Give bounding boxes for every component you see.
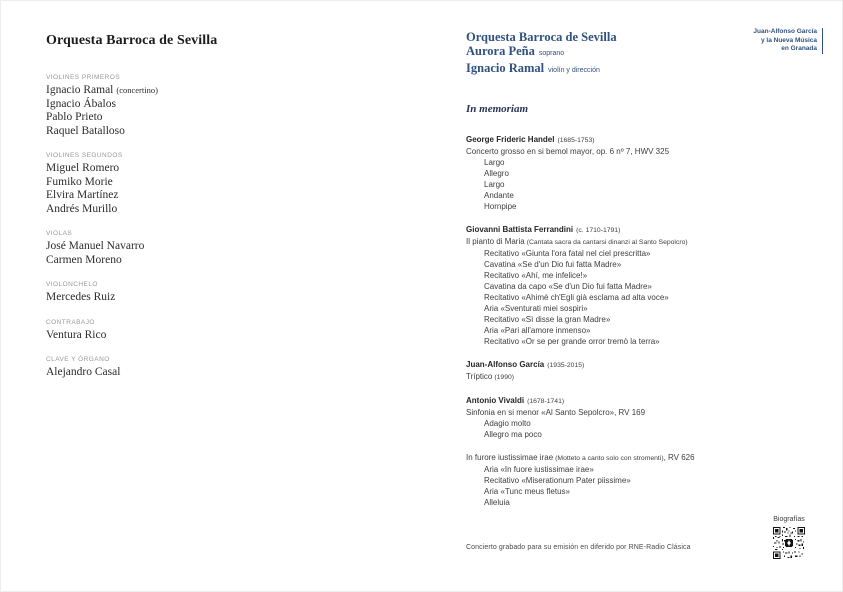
roster-section-violonchelo bbox=[46, 281, 386, 305]
work-title: Concerto grosso en si bemol mayor, op. 6 nº 7, HWV 325 bbox=[466, 147, 670, 156]
member-name: Fumiko Morie bbox=[46, 175, 113, 188]
composer-dates: (1685-1753) bbox=[557, 137, 595, 144]
movement: Andante bbox=[484, 191, 514, 200]
biographies-label: Biografías bbox=[773, 516, 805, 523]
movement: Aria «In fuore iustissimae irae» bbox=[484, 465, 594, 474]
composer-dates: (1678-1741) bbox=[527, 398, 565, 405]
program-title: In memoriam bbox=[466, 103, 529, 115]
composer-line: Antonio Vivaldi (1678-1741) bbox=[466, 396, 565, 405]
work bbox=[466, 452, 806, 508]
program-block-garcia bbox=[466, 359, 806, 383]
member-name: Miguel Romero bbox=[46, 162, 120, 174]
qr-code-icon bbox=[773, 527, 805, 559]
performer-role: soprano bbox=[538, 50, 565, 57]
recording-note: Concierto grabado para su emisión en diferido por RNE-Radio Clásica bbox=[466, 544, 691, 551]
series-line: Juan-Alfonso García bbox=[753, 28, 817, 35]
left-page-roster bbox=[46, 33, 386, 394]
movement: Adagio molto bbox=[484, 419, 531, 428]
member-name: Ignacio Ramal (concertino) bbox=[46, 84, 158, 96]
movement: Recitativo «Miserationum Pater piissime» bbox=[484, 476, 631, 485]
biographies-box bbox=[772, 516, 806, 559]
section-label: VIOLONCHELO bbox=[46, 281, 98, 288]
roster-section-violines-segundos bbox=[46, 152, 386, 216]
series-line: en Granada bbox=[781, 45, 817, 52]
roster-section-violines-primeros bbox=[46, 74, 386, 138]
member-name: Ignacio Ábalos bbox=[46, 97, 116, 110]
work bbox=[466, 236, 806, 347]
section-label: CONTRABAJO bbox=[46, 318, 95, 326]
work-subtitle: (Motteto a canto solo con stromenti) bbox=[555, 455, 664, 462]
movement: Allegro bbox=[484, 169, 509, 178]
ensemble-name: Orquesta Barroca de Sevilla bbox=[466, 30, 617, 44]
series-line: y la Nueva Música bbox=[761, 36, 817, 44]
performer-role: violín y dirección bbox=[548, 67, 600, 74]
movement: Alleluia bbox=[484, 498, 510, 507]
program-block-handel bbox=[466, 134, 806, 212]
member-name: Alejandro Casal bbox=[46, 366, 121, 378]
program-list bbox=[466, 134, 806, 508]
movement-list bbox=[466, 248, 806, 347]
program-block-ferrandini bbox=[466, 224, 806, 347]
movement: Largo bbox=[484, 158, 505, 167]
composer-line: George Frideric Handel (1685-1753) bbox=[466, 135, 595, 144]
composer-line: Juan-Alfonso García (1935-2015) bbox=[466, 360, 585, 369]
movement-list bbox=[466, 157, 806, 212]
roster-section-contrabajo bbox=[46, 319, 386, 343]
work-title: Sinfonia en si menor «Al Santo Sepolcro», RV 169 bbox=[466, 408, 646, 417]
movement: Aria «Tunc meus fletus» bbox=[484, 487, 570, 496]
movement: Recitativo «Or se per grande orror tremò la terra» bbox=[484, 337, 660, 346]
work-subtitle: (1990) bbox=[494, 374, 515, 381]
program-block-vivaldi bbox=[466, 395, 806, 508]
work-title: In furore iustissimae irae (Motteto a canto solo con stromenti), RV 626 bbox=[466, 453, 695, 462]
composer-dates: (1935-2015) bbox=[547, 362, 585, 369]
movement-list bbox=[466, 464, 806, 508]
work-title: Il pianto di Maria (Cantata sacra da cantarsi dinanzi al Santo Sepolcro) bbox=[466, 237, 688, 246]
member-note: (concertino) bbox=[116, 85, 158, 95]
movement: Aria «Sventurati miei sospiri» bbox=[484, 304, 588, 313]
movement: Recitativo «Ahí, me infelice!» bbox=[484, 271, 588, 280]
work bbox=[466, 407, 806, 440]
right-page-program bbox=[466, 30, 806, 520]
movement: Cavatina «Se d'un Dio fui fatta Madre» bbox=[484, 260, 622, 269]
composer-dates: (c. 1710-1791) bbox=[576, 227, 621, 234]
movement-list bbox=[466, 418, 806, 440]
page-title: Orquesta Barroca de Sevilla bbox=[46, 33, 218, 48]
movement: Recitativo «Sì disse la gran Madre» bbox=[484, 315, 611, 324]
performer-line: Ignacio Ramal violín y dirección bbox=[466, 61, 600, 75]
member-name: José Manuel Navarro bbox=[46, 240, 145, 252]
member-name: Carmen Moreno bbox=[46, 253, 122, 266]
member-name: Mercedes Ruiz bbox=[46, 291, 116, 303]
movement: Aria «Pari all'amore inmenso» bbox=[484, 326, 591, 335]
performer-line: Aurora Peña soprano bbox=[466, 44, 565, 58]
work-title-suffix: , RV 626 bbox=[663, 453, 695, 462]
member-name: Andrés Murillo bbox=[46, 202, 118, 215]
member-name: Elvira Martínez bbox=[46, 189, 119, 201]
movement: Allegro ma poco bbox=[484, 430, 542, 439]
section-label: VIOLINES SEGUNDOS bbox=[46, 152, 123, 159]
member-name: Pablo Prieto bbox=[46, 111, 103, 123]
composer-line: Giovanni Battista Ferrandini (c. 1710-1791) bbox=[466, 225, 621, 234]
movement: Largo bbox=[484, 180, 505, 189]
roster-section-violas bbox=[46, 230, 386, 267]
work bbox=[466, 146, 806, 212]
section-label: CLAVE Y ÓRGANO bbox=[46, 356, 110, 363]
member-name: Raquel Batalloso bbox=[46, 124, 125, 137]
work bbox=[466, 371, 806, 383]
work-title: Tríptico (1990) bbox=[466, 372, 515, 381]
movement: Recitativo «Ahimè ch'Egli già esclama ad alta voce» bbox=[484, 293, 669, 302]
member-name: Ventura Rico bbox=[46, 328, 107, 341]
movement: Cavatina da capo «Se d'un Dio fui fatta Madre» bbox=[484, 282, 652, 291]
movement: Hornpipe bbox=[484, 202, 517, 211]
section-label: VIOLAS bbox=[46, 230, 73, 237]
section-label: VIOLINES PRIMEROS bbox=[46, 74, 121, 81]
work-subtitle: (Cantata sacra da cantarsi dinanzi al Santo Sepolcro) bbox=[526, 239, 688, 246]
movement: Recitativo «Giunta l'ora fatal nel ciel prescritta» bbox=[484, 249, 651, 258]
roster-section-clave-y-organo bbox=[46, 356, 386, 380]
